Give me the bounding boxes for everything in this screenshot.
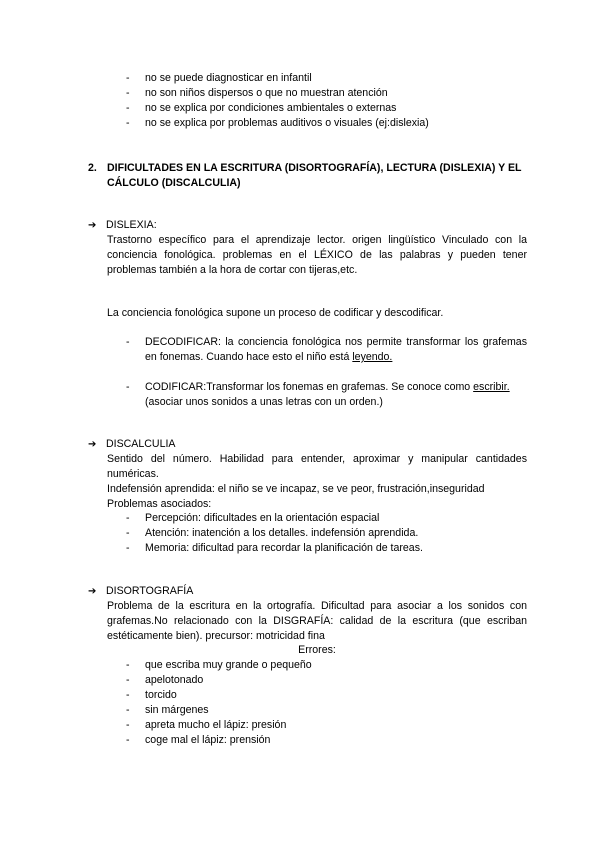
dislexia-title: ➔ DISLEXIA:: [88, 219, 157, 231]
list-item: - DECODIFICAR: la conciencia fonológica nos permite transformar los grafemas en fonemas. Cuando hace esto el niño está leyendo.: [126, 336, 527, 363]
list-item: - Atención: inatención a los detalles. indefensión aprendida.: [126, 527, 419, 539]
arrow-right-icon: ➔: [88, 439, 97, 450]
errores-label: Errores:: [298, 644, 336, 656]
list-item: - torcido: [126, 689, 177, 701]
list-item: - no se explica por condiciones ambientales o externas: [126, 102, 397, 114]
underlined-word: leyendo.: [352, 351, 393, 363]
disortografia-paragraph: Problema de la escritura en la ortografía. Dificultad para asociar a los sonidos con grafemas.No relacionado con la DISGRAFÍA: calidad de la escritura (que escriban estéticamente bien). precursor: motricidad fina: [107, 600, 527, 642]
dislexia-paragraph: Trastorno específico para el aprendizaje lector. origen lingüístico Vinculado con la conciencia fonológica. problemas en el LÉXICO de las palabras y pueden tener problemas también a la hora de cortar con tijeras,etc.: [107, 234, 527, 276]
errores-list: [126, 658, 312, 748]
list-item: - no se puede diagnosticar en infantil: [126, 72, 312, 84]
list-item: - apreta mucho el lápiz: presión: [126, 719, 287, 731]
heading-number: 2.: [88, 162, 97, 174]
list-item: - que escriba muy grande o pequeño: [126, 659, 312, 671]
discalculia-list: [126, 511, 423, 556]
arrow-right-icon: ➔: [88, 220, 97, 231]
list-item: - no se explica por problemas auditivos o visuales (ej:dislexia): [126, 117, 429, 129]
list-item: - CODIFICAR:Transformar los fonemas en grafemas. Se conoce como escribir. (asociar unos sonidos a unas letras con un orden.): [126, 381, 510, 408]
heading-text: DIFICULTADES EN LA ESCRITURA (DISORTOGRAFÍA), LECTURA (DISLEXIA) Y EL CÁLCULO (DISCALCULIA): [107, 162, 522, 189]
disortografia-title: ➔ DISORTOGRAFÍA: [88, 585, 194, 597]
section-heading: [88, 161, 528, 191]
list-item: - Memoria: dificultad para recordar la planificación de tareas.: [126, 542, 423, 554]
list-item: - apelotonado: [126, 674, 204, 686]
discalculia-paragraph: Sentido del número. Habilidad para entender, aproximar y manipular cantidades numéricas. Indefensión aprendida: el niño se ve incapaz, se ve peor, frustración,inseguridad Problemas asociados:: [107, 453, 527, 510]
conciencia-paragraph: La conciencia fonológica supone un proceso de codificar y descodificar.: [107, 307, 444, 319]
list-item: - coge mal el lápiz: prensión: [126, 734, 271, 746]
top-list: [126, 71, 429, 131]
underlined-word: escribir.: [473, 381, 510, 393]
list-item: - sin márgenes: [126, 704, 209, 716]
arrow-right-icon: ➔: [88, 586, 97, 597]
list-item: - Percepción: dificultades en la orientación espacial: [126, 512, 380, 524]
list-item: - no son niños dispersos o que no muestran atención: [126, 87, 388, 99]
dislexia-list: [126, 335, 527, 410]
discalculia-title: ➔ DISCALCULIA: [88, 438, 176, 450]
